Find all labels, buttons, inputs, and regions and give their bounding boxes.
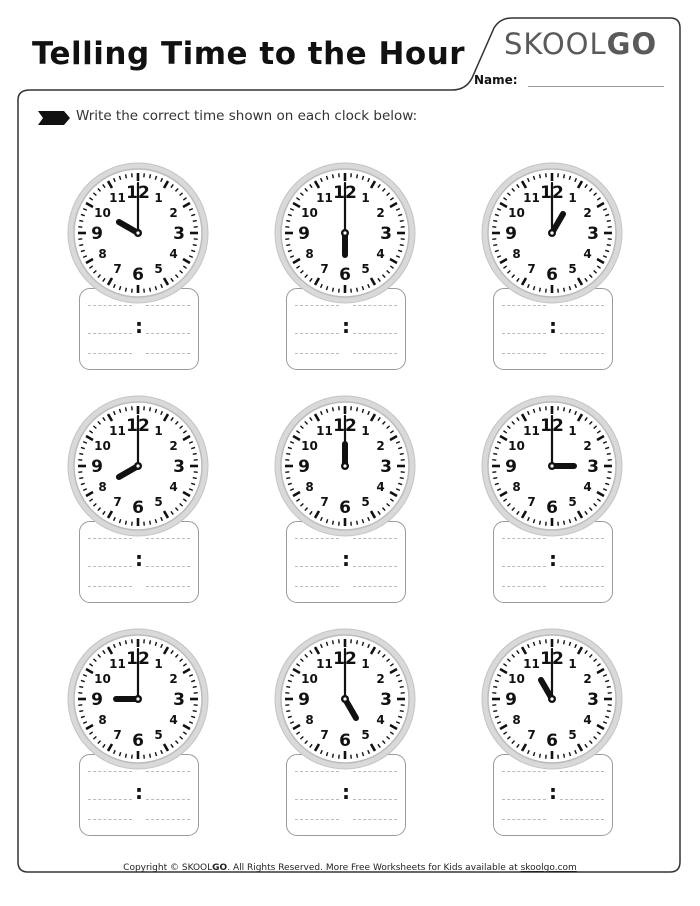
writing-guide-line xyxy=(560,586,604,587)
clock-numeral: 4 xyxy=(376,480,385,494)
clock-numeral: 6 xyxy=(546,498,558,518)
clock-numeral: 2 xyxy=(583,439,592,453)
clock-numeral: 4 xyxy=(583,247,592,261)
clock-numeral: 10 xyxy=(508,439,525,453)
clock-numeral: 2 xyxy=(169,206,178,220)
clock-item xyxy=(58,160,218,380)
writing-guide-line xyxy=(353,586,397,587)
clock-numeral: 11 xyxy=(316,190,333,205)
clock-numeral: 1 xyxy=(154,190,163,205)
clock-numeral: 3 xyxy=(380,457,392,477)
clock-numeral: 5 xyxy=(154,495,163,510)
writing-guide-line xyxy=(88,819,132,820)
clock-numeral: 6 xyxy=(339,265,351,285)
name-label: Name: xyxy=(474,73,518,87)
clock-numeral: 12 xyxy=(540,649,564,669)
writing-guide-line xyxy=(353,353,397,354)
clock-item xyxy=(265,160,425,380)
clock-numeral: 9 xyxy=(91,224,103,244)
clock-face xyxy=(58,393,218,543)
clock-face xyxy=(472,393,632,543)
clock-numeral: 9 xyxy=(91,690,103,710)
clock-item xyxy=(265,393,425,613)
clock-numeral: 5 xyxy=(568,728,577,743)
clock-numeral: 8 xyxy=(305,713,314,727)
clock-numeral: 11 xyxy=(109,656,126,671)
skoolgo-logo: SKOOLGO xyxy=(504,27,658,61)
time-separator: : xyxy=(342,780,350,804)
clock-numeral: 6 xyxy=(339,731,351,751)
clock-numeral: 5 xyxy=(361,262,370,277)
clock-numeral: 3 xyxy=(587,457,599,477)
writing-guide-line xyxy=(295,819,339,820)
clock-numeral: 9 xyxy=(91,457,103,477)
clock-face xyxy=(265,160,425,310)
clock-numeral: 4 xyxy=(376,247,385,261)
instruction-text: Write the correct time shown on each clock below: xyxy=(76,108,418,124)
time-separator: : xyxy=(135,780,143,804)
clock-numeral: 1 xyxy=(361,656,370,671)
clock-numeral: 6 xyxy=(339,498,351,518)
clock-numeral: 6 xyxy=(132,731,144,751)
clock-item xyxy=(265,626,425,846)
clock-numeral: 8 xyxy=(512,713,521,727)
clock-numeral: 8 xyxy=(305,247,314,261)
clock-numeral: 5 xyxy=(361,495,370,510)
clock-numeral: 7 xyxy=(527,728,536,743)
time-separator: : xyxy=(135,547,143,571)
clock-numeral: 6 xyxy=(546,731,558,751)
writing-guide-line xyxy=(353,819,397,820)
clock-numeral: 3 xyxy=(380,690,392,710)
clock-numeral: 5 xyxy=(568,262,577,277)
time-separator: : xyxy=(342,547,350,571)
clock-numeral: 1 xyxy=(154,656,163,671)
clock-numeral: 11 xyxy=(523,656,540,671)
clock-numeral: 10 xyxy=(301,439,318,453)
writing-guide-line xyxy=(88,586,132,587)
writing-guide-line xyxy=(146,353,190,354)
time-separator: : xyxy=(549,780,557,804)
clock-numeral: 12 xyxy=(126,649,150,669)
name-field[interactable] xyxy=(528,86,664,87)
clock-numeral: 6 xyxy=(546,265,558,285)
clock-numeral: 4 xyxy=(376,713,385,727)
clock-numeral: 9 xyxy=(298,457,310,477)
clock-numeral: 7 xyxy=(320,262,329,277)
clock-numeral: 7 xyxy=(320,728,329,743)
clock-numeral: 6 xyxy=(132,498,144,518)
clock-numeral: 12 xyxy=(540,416,564,436)
clock-numeral: 8 xyxy=(512,247,521,261)
clock-numeral: 5 xyxy=(361,728,370,743)
clock-numeral: 7 xyxy=(113,262,122,277)
clock-numeral: 10 xyxy=(301,672,318,686)
clock-numeral: 9 xyxy=(298,224,310,244)
clock-numeral: 2 xyxy=(376,439,385,453)
clock-numeral: 11 xyxy=(109,190,126,205)
clock-numeral: 4 xyxy=(169,247,178,261)
clock-numeral: 3 xyxy=(173,690,185,710)
clock-numeral: 5 xyxy=(568,495,577,510)
footer: Copyright © SKOOLGO. All Rights Reserved. More Free Worksheets for Kids available at skoolgo.com xyxy=(123,863,577,873)
clock-numeral: 2 xyxy=(376,672,385,686)
clock-numeral: 4 xyxy=(583,713,592,727)
clock-numeral: 1 xyxy=(568,656,577,671)
clock-numeral: 4 xyxy=(583,480,592,494)
clock-numeral: 10 xyxy=(94,206,111,220)
clock-numeral: 12 xyxy=(333,416,357,436)
clock-numeral: 3 xyxy=(173,224,185,244)
arrow-bullet-icon xyxy=(38,111,70,125)
writing-guide-line xyxy=(88,353,132,354)
clock-numeral: 5 xyxy=(154,728,163,743)
clock-numeral: 8 xyxy=(305,480,314,494)
clock-face xyxy=(472,160,632,310)
clock-face xyxy=(472,626,632,776)
clock-numeral: 2 xyxy=(583,206,592,220)
clock-numeral: 1 xyxy=(154,423,163,438)
clock-numeral: 5 xyxy=(154,262,163,277)
clock-numeral: 3 xyxy=(587,224,599,244)
clock-numeral: 12 xyxy=(126,416,150,436)
clock-numeral: 7 xyxy=(527,495,536,510)
clock-item xyxy=(472,626,632,846)
clock-numeral: 2 xyxy=(169,672,178,686)
clock-numeral: 9 xyxy=(505,457,517,477)
clock-numeral: 12 xyxy=(333,183,357,203)
clock-numeral: 9 xyxy=(505,690,517,710)
writing-guide-line xyxy=(146,819,190,820)
clock-numeral: 9 xyxy=(298,690,310,710)
clock-numeral: 11 xyxy=(316,656,333,671)
clock-face xyxy=(265,626,425,776)
clock-numeral: 9 xyxy=(505,224,517,244)
clock-numeral: 1 xyxy=(361,190,370,205)
clock-item xyxy=(58,393,218,613)
clock-numeral: 7 xyxy=(527,262,536,277)
writing-guide-line xyxy=(295,353,339,354)
clock-numeral: 11 xyxy=(523,190,540,205)
clock-numeral: 12 xyxy=(333,649,357,669)
writing-guide-line xyxy=(502,353,546,354)
clock-numeral: 2 xyxy=(169,439,178,453)
writing-guide-line xyxy=(502,819,546,820)
clock-item xyxy=(58,626,218,846)
clock-face xyxy=(58,626,218,776)
writing-guide-line xyxy=(295,586,339,587)
clock-numeral: 7 xyxy=(113,495,122,510)
clock-numeral: 7 xyxy=(113,728,122,743)
writing-guide-line xyxy=(560,353,604,354)
clock-item xyxy=(472,393,632,613)
writing-guide-line xyxy=(146,586,190,587)
clock-numeral: 4 xyxy=(169,713,178,727)
clock-numeral: 2 xyxy=(376,206,385,220)
clock-numeral: 12 xyxy=(540,183,564,203)
clock-item xyxy=(472,160,632,380)
clock-numeral: 10 xyxy=(508,672,525,686)
clock-numeral: 10 xyxy=(94,439,111,453)
clock-face xyxy=(58,160,218,310)
clock-numeral: 1 xyxy=(568,190,577,205)
clock-numeral: 3 xyxy=(173,457,185,477)
clock-numeral: 8 xyxy=(98,247,107,261)
clock-numeral: 1 xyxy=(361,423,370,438)
clock-numeral: 10 xyxy=(508,206,525,220)
clock-numeral: 6 xyxy=(132,265,144,285)
clock-numeral: 1 xyxy=(568,423,577,438)
time-separator: : xyxy=(135,314,143,338)
clock-numeral: 8 xyxy=(512,480,521,494)
clock-numeral: 12 xyxy=(126,183,150,203)
clock-numeral: 3 xyxy=(380,224,392,244)
worksheet-title: Telling Time to the Hour xyxy=(32,36,466,72)
clock-numeral: 7 xyxy=(320,495,329,510)
writing-guide-line xyxy=(502,586,546,587)
clock-numeral: 3 xyxy=(587,690,599,710)
clock-numeral: 8 xyxy=(98,713,107,727)
clock-numeral: 11 xyxy=(316,423,333,438)
clock-face xyxy=(265,393,425,543)
writing-guide-line xyxy=(560,819,604,820)
clock-numeral: 11 xyxy=(109,423,126,438)
clock-numeral: 10 xyxy=(301,206,318,220)
footer-link[interactable]: skoolgo.com xyxy=(520,863,577,873)
time-separator: : xyxy=(549,314,557,338)
time-separator: : xyxy=(342,314,350,338)
clock-numeral: 11 xyxy=(523,423,540,438)
clock-numeral: 10 xyxy=(94,672,111,686)
time-separator: : xyxy=(549,547,557,571)
clock-numeral: 2 xyxy=(583,672,592,686)
clock-numeral: 8 xyxy=(98,480,107,494)
clock-numeral: 4 xyxy=(169,480,178,494)
